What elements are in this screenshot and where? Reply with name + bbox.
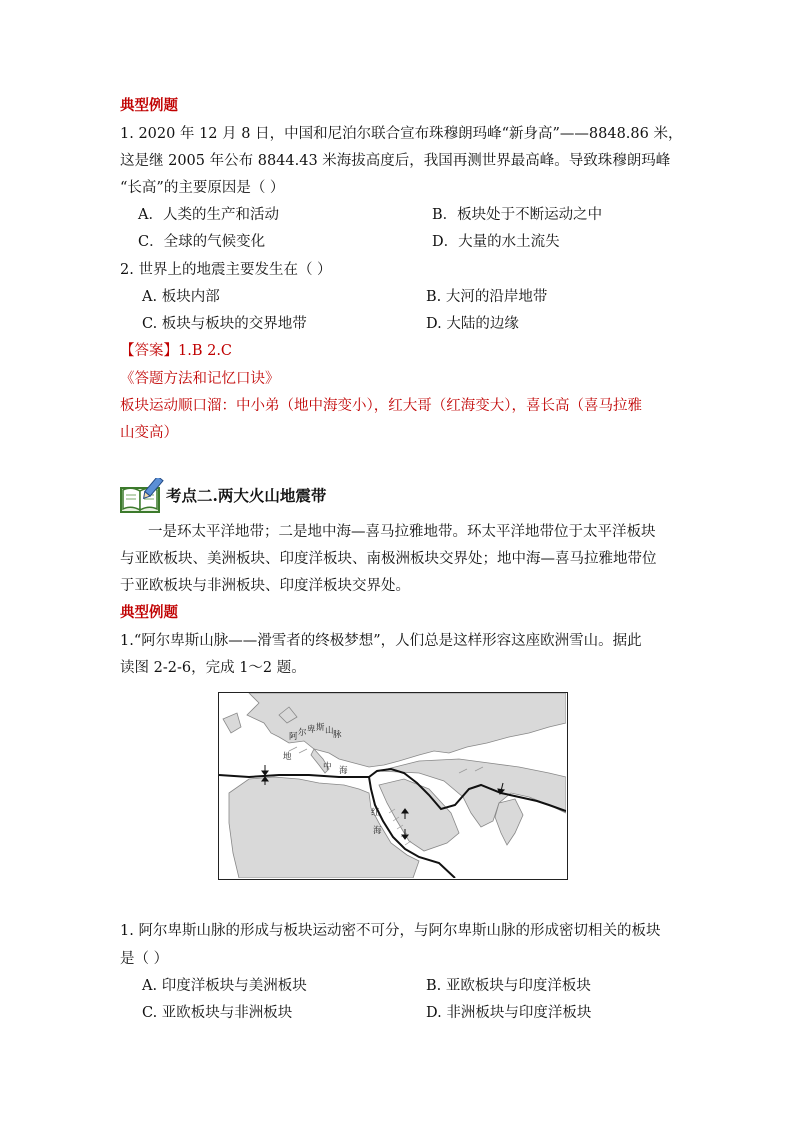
map-q1-option-d: D. 非洲板块与印度洋板块 xyxy=(426,1005,592,1021)
q1-option-d: D．大量的水土流失 xyxy=(432,234,560,250)
map-q1-option-c: C. 亚欧板块与非洲板块 xyxy=(142,1005,293,1021)
q1-text-line1: 1. 2020 年 12 月 8 日，中国和尼泊尔联合宣布珠穆朗玛峰“新身高”——8848.86 米， xyxy=(120,126,683,142)
book-pencil-icon xyxy=(120,478,164,514)
red-char-2: 海 xyxy=(373,826,382,836)
q2-option-c: C. 板块与板块的交界地带 xyxy=(142,316,307,332)
q1-option-b: B．板块处于不断运动之中 xyxy=(432,207,603,223)
mnemonic-line1: 板块运动顺口溜：中小弟（地中海变小），红大哥（红海变大），喜长高（喜马拉雅 xyxy=(120,398,642,414)
q1-text-line2: 这是继 2005 年公布 8844.43 米海拔高度后，我国再测世界最高峰。导致珠穆朗玛峰 xyxy=(120,153,671,169)
mnemonic-line2: 山变高） xyxy=(120,425,178,441)
alps-char-3: 卑 xyxy=(307,725,316,735)
alps-char-6: 脉 xyxy=(333,730,342,740)
section-para-line1: 一是环太平洋地带；二是地中海—喜马拉雅地带。环太平洋地带位于太平洋板块 xyxy=(148,524,656,540)
q1-option-c: C．全球的气候变化 xyxy=(138,234,266,250)
map-figure xyxy=(219,693,566,878)
q2-option-b: B. 大河的沿岸地带 xyxy=(426,289,548,305)
answer-line: 【答案】1.B 2.C xyxy=(120,343,233,359)
section-title: 考点二.两大火山地震带 xyxy=(166,486,327,505)
med-char-2: 中 xyxy=(323,762,332,772)
intro-line2: 读图 2-2-6，完成 1～2 题。 xyxy=(120,660,306,676)
red-char-1: 红 xyxy=(371,808,380,818)
med-char-1: 地 xyxy=(283,752,292,762)
map-q1-option-a: A. 印度洋板块与美洲板块 xyxy=(142,978,307,994)
alps-char-5: 山 xyxy=(325,726,334,736)
alps-char-2: 尔 xyxy=(298,728,307,738)
map-q1-line1: 1. 阿尔卑斯山脉的形成与板块运动密不可分，与阿尔卑斯山脉的形成密切相关的板块 xyxy=(120,923,661,939)
alps-char-1: 阿 xyxy=(289,732,298,742)
alps-char-4: 斯 xyxy=(316,723,325,733)
section-para-line3: 于亚欧板块与非洲板块、印度洋板块交界处。 xyxy=(120,578,410,594)
q1-text-line3: “长高”的主要原因是（ ） xyxy=(120,180,285,196)
med-char-3: 海 xyxy=(339,766,348,776)
map-q1-line2: 是（ ） xyxy=(120,951,169,967)
method-title: 《答题方法和记忆口诀》 xyxy=(120,371,280,387)
intro-line1: 1.“阿尔卑斯山脉——滑雪者的终极梦想”，人们总是这样形容这座欧洲雪山。据此 xyxy=(120,633,642,649)
q2-option-d: D. 大陆的边缘 xyxy=(426,316,519,332)
map-q1-option-b: B. 亚欧板块与印度洋板块 xyxy=(426,978,591,994)
q2-option-a: A. 板块内部 xyxy=(142,289,220,305)
example-heading-1: 典型例题 xyxy=(120,97,178,114)
section-para-line2: 与亚欧板块、美洲板块、印度洋板块、南极洲板块交界处；地中海—喜马拉雅地带位 xyxy=(120,551,657,567)
q1-option-a: A．人类的生产和活动 xyxy=(138,207,279,223)
q2-text-line1: 2. 世界上的地震主要发生在（ ） xyxy=(120,262,332,278)
plate-boundary-map xyxy=(218,692,568,880)
example-heading-2: 典型例题 xyxy=(120,604,178,621)
